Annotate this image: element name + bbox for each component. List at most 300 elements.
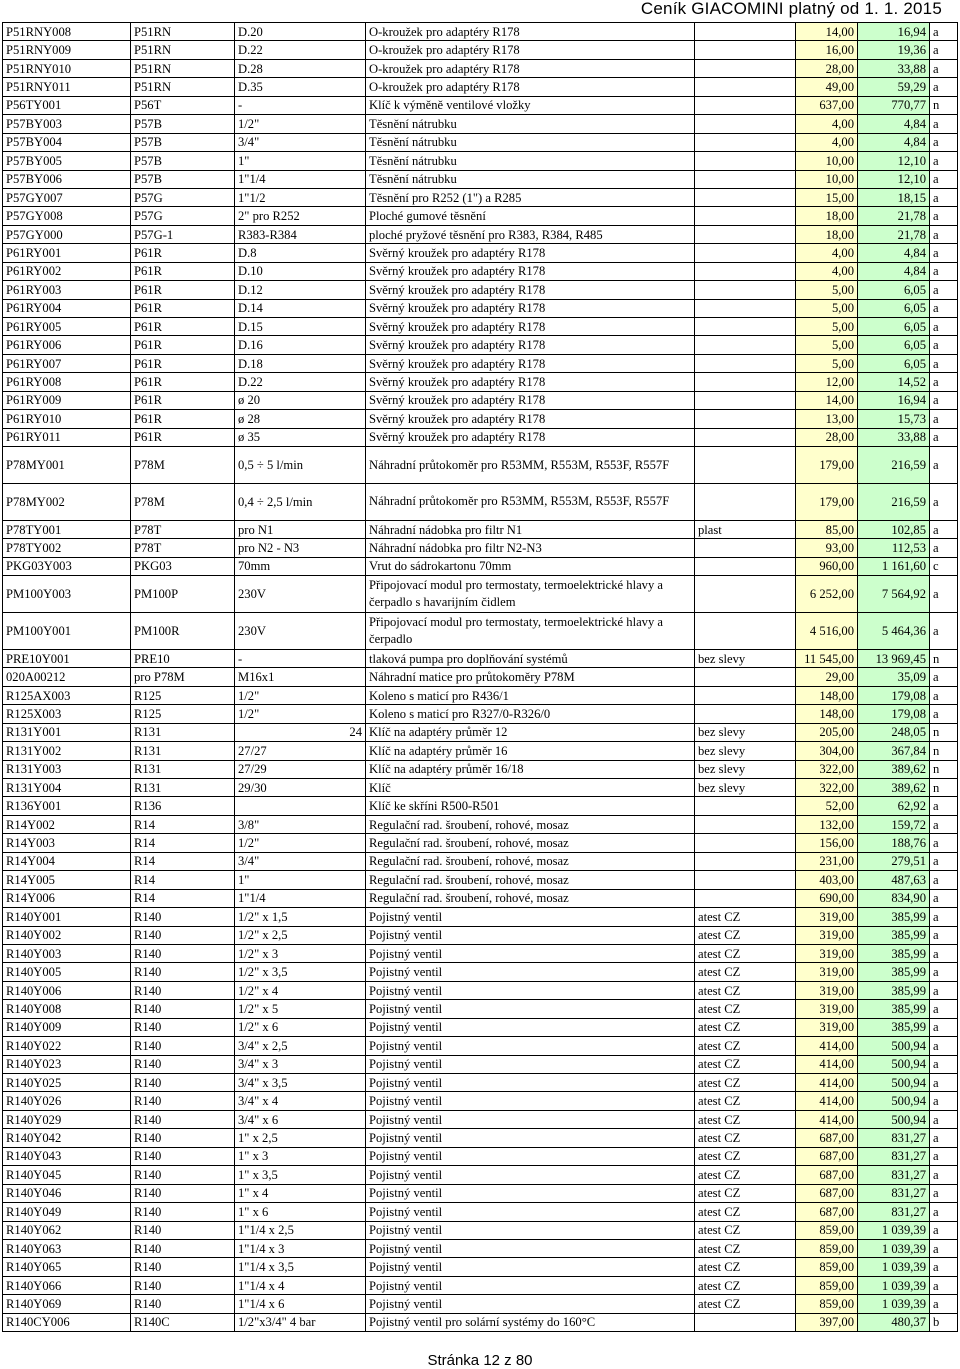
price-without-vat-cell: 859,00 — [796, 1221, 858, 1239]
price-without-vat-cell: 205,00 — [796, 723, 858, 741]
size-cell: D.22 — [235, 41, 366, 59]
table-row — [3, 281, 958, 299]
table-row — [3, 391, 958, 409]
price-with-vat-cell: 33,88 — [858, 59, 930, 77]
price-without-vat-cell: 319,00 — [796, 908, 858, 926]
size-cell: 27/29 — [235, 760, 366, 778]
price-without-vat-cell: 960,00 — [796, 557, 858, 575]
table-row — [3, 705, 958, 723]
note-cell — [695, 354, 796, 372]
series-code-cell: R140 — [131, 1074, 235, 1092]
series-code-cell: R140 — [131, 981, 235, 999]
table-row — [3, 428, 958, 446]
size-cell: 1/2" — [235, 115, 366, 133]
series-code-cell: R140 — [131, 1166, 235, 1184]
price-with-vat-cell: 1 039,39 — [858, 1258, 930, 1276]
price-with-vat-cell: 385,99 — [858, 1018, 930, 1036]
table-row — [3, 1184, 958, 1202]
availability-flag-cell: a — [930, 613, 958, 650]
description-cell: Klíč — [366, 779, 695, 797]
series-code-cell: R140 — [131, 963, 235, 981]
price-with-vat-cell: 279,51 — [858, 852, 930, 870]
price-with-vat-cell: 500,94 — [858, 1037, 930, 1055]
price-with-vat-cell: 389,62 — [858, 779, 930, 797]
table-row — [3, 1055, 958, 1073]
series-code-cell: R140 — [131, 1110, 235, 1128]
availability-flag-cell: a — [930, 1276, 958, 1294]
availability-flag-cell: a — [930, 281, 958, 299]
note-cell — [695, 539, 796, 557]
table-row — [3, 78, 958, 96]
note-cell — [695, 483, 796, 520]
availability-flag-cell: a — [930, 1258, 958, 1276]
availability-flag-cell: a — [930, 483, 958, 520]
note-cell: atest CZ — [695, 981, 796, 999]
price-with-vat-cell: 188,76 — [858, 834, 930, 852]
note-cell — [695, 834, 796, 852]
size-cell: 1"1/4 — [235, 170, 366, 188]
product-code-cell: P61RY003 — [3, 281, 131, 299]
availability-flag-cell: a — [930, 852, 958, 870]
price-without-vat-cell: 414,00 — [796, 1055, 858, 1073]
availability-flag-cell: a — [930, 1000, 958, 1018]
price-without-vat-cell: 6 252,00 — [796, 576, 858, 613]
price-without-vat-cell: 148,00 — [796, 705, 858, 723]
product-code-cell: R140Y065 — [3, 1258, 131, 1276]
size-cell: 1/2" — [235, 834, 366, 852]
price-without-vat-cell: 13,00 — [796, 410, 858, 428]
note-cell: atest CZ — [695, 1221, 796, 1239]
price-with-vat-cell: 385,99 — [858, 1000, 930, 1018]
size-cell: D.35 — [235, 78, 366, 96]
price-without-vat-cell: 5,00 — [796, 318, 858, 336]
size-cell: 1/2" x 5 — [235, 1000, 366, 1018]
description-cell: Pojistný ventil — [366, 1166, 695, 1184]
price-with-vat-cell: 18,15 — [858, 188, 930, 206]
description-cell: Těsnění nátrubku — [366, 115, 695, 133]
size-cell: 3/4" — [235, 133, 366, 151]
price-without-vat-cell: 85,00 — [796, 520, 858, 538]
availability-flag-cell: a — [930, 1295, 958, 1313]
product-code-cell: R140Y045 — [3, 1166, 131, 1184]
price-with-vat-cell: 21,78 — [858, 225, 930, 243]
table-row — [3, 1239, 958, 1257]
size-cell: 230V — [235, 613, 366, 650]
note-cell: atest CZ — [695, 1258, 796, 1276]
note-cell — [695, 797, 796, 815]
product-code-cell: P57GY008 — [3, 207, 131, 225]
note-cell — [695, 96, 796, 114]
availability-flag-cell: a — [930, 1221, 958, 1239]
size-cell: D.15 — [235, 318, 366, 336]
size-cell: 3/4" x 2,5 — [235, 1037, 366, 1055]
price-with-vat-cell: 159,72 — [858, 815, 930, 833]
availability-flag-cell: a — [930, 23, 958, 41]
note-cell — [695, 225, 796, 243]
product-code-cell: P61RY011 — [3, 428, 131, 446]
availability-flag-cell: a — [930, 447, 958, 484]
series-code-cell: R131 — [131, 723, 235, 741]
availability-flag-cell: a — [930, 59, 958, 77]
series-code-cell: R140 — [131, 908, 235, 926]
note-cell: plast — [695, 520, 796, 538]
price-without-vat-cell: 859,00 — [796, 1295, 858, 1313]
price-without-vat-cell: 403,00 — [796, 871, 858, 889]
availability-flag-cell: a — [930, 188, 958, 206]
product-code-cell: P57BY003 — [3, 115, 131, 133]
availability-flag-cell: a — [930, 576, 958, 613]
note-cell: atest CZ — [695, 963, 796, 981]
description-cell: Pojistný ventil — [366, 926, 695, 944]
availability-flag-cell: a — [930, 1239, 958, 1257]
note-cell — [695, 391, 796, 409]
price-without-vat-cell: 322,00 — [796, 760, 858, 778]
product-code-cell: R140Y026 — [3, 1092, 131, 1110]
price-without-vat-cell: 11 545,00 — [796, 649, 858, 667]
price-with-vat-cell: 831,27 — [858, 1184, 930, 1202]
table-row — [3, 1000, 958, 1018]
size-cell: ø 35 — [235, 428, 366, 446]
table-row — [3, 1092, 958, 1110]
description-cell: Těsnění nátrubku — [366, 152, 695, 170]
size-cell — [235, 797, 366, 815]
note-cell: atest CZ — [695, 1147, 796, 1165]
price-with-vat-cell: 1 039,39 — [858, 1295, 930, 1313]
description-cell: Regulační rad. šroubení, rohové, mosaz — [366, 815, 695, 833]
availability-flag-cell: a — [930, 1166, 958, 1184]
price-with-vat-cell: 770,77 — [858, 96, 930, 114]
product-code-cell: R140Y008 — [3, 1000, 131, 1018]
price-with-vat-cell: 16,94 — [858, 23, 930, 41]
note-cell: atest CZ — [695, 1000, 796, 1018]
description-cell: O-kroužek pro adaptéry R178 — [366, 23, 695, 41]
description-cell: Svěrný kroužek pro adaptéry R178 — [366, 336, 695, 354]
note-cell — [695, 207, 796, 225]
series-code-cell: R140C — [131, 1313, 235, 1331]
table-row — [3, 779, 958, 797]
product-code-cell: P51RNY011 — [3, 78, 131, 96]
size-cell: 1/2" x 3 — [235, 944, 366, 962]
price-with-vat-cell: 500,94 — [858, 1092, 930, 1110]
price-without-vat-cell: 10,00 — [796, 152, 858, 170]
size-cell: 1"1/2 — [235, 188, 366, 206]
size-cell: D.8 — [235, 244, 366, 262]
price-with-vat-cell: 385,99 — [858, 926, 930, 944]
price-with-vat-cell: 6,05 — [858, 336, 930, 354]
note-cell: atest CZ — [695, 1203, 796, 1221]
table-row — [3, 963, 958, 981]
description-cell: Pojistný ventil — [366, 1147, 695, 1165]
product-code-cell: P57BY006 — [3, 170, 131, 188]
description-cell: ploché pryžové těsnění pro R383, R384, R485 — [366, 225, 695, 243]
table-row — [3, 115, 958, 133]
price-without-vat-cell: 179,00 — [796, 447, 858, 484]
table-row — [3, 926, 958, 944]
availability-flag-cell: a — [930, 1037, 958, 1055]
description-cell: Koleno s maticí pro R327/0-R326/0 — [366, 705, 695, 723]
price-with-vat-cell: 19,36 — [858, 41, 930, 59]
availability-flag-cell: a — [930, 705, 958, 723]
price-with-vat-cell: 13 969,45 — [858, 649, 930, 667]
series-code-cell: P78M — [131, 447, 235, 484]
availability-flag-cell: a — [930, 963, 958, 981]
availability-flag-cell: a — [930, 1203, 958, 1221]
product-code-cell: R140Y049 — [3, 1203, 131, 1221]
product-code-cell: P57BY004 — [3, 133, 131, 151]
description-cell: Svěrný kroužek pro adaptéry R178 — [366, 391, 695, 409]
size-cell: M16x1 — [235, 668, 366, 686]
note-cell — [695, 318, 796, 336]
product-code-cell: R140Y003 — [3, 944, 131, 962]
table-row — [3, 188, 958, 206]
product-code-cell: R140Y005 — [3, 963, 131, 981]
price-with-vat-cell: 15,73 — [858, 410, 930, 428]
price-with-vat-cell: 62,92 — [858, 797, 930, 815]
note-cell — [695, 373, 796, 391]
description-cell: Náhradní průtokoměr pro R53MM, R553M, R553F, R557F — [366, 447, 695, 484]
note-cell: atest CZ — [695, 1074, 796, 1092]
size-cell: D.10 — [235, 262, 366, 280]
table-row — [3, 742, 958, 760]
product-code-cell: P61RY002 — [3, 262, 131, 280]
description-cell: Pojistný ventil — [366, 1129, 695, 1147]
price-with-vat-cell: 4,84 — [858, 244, 930, 262]
description-cell: Náhradní matice pro průtokoměry P78M — [366, 668, 695, 686]
description-cell: Pojistný ventil — [366, 1110, 695, 1128]
price-without-vat-cell: 4 516,00 — [796, 613, 858, 650]
table-row — [3, 1203, 958, 1221]
table-row — [3, 1258, 958, 1276]
product-code-cell: R125AX003 — [3, 686, 131, 704]
price-with-vat-cell: 831,27 — [858, 1147, 930, 1165]
price-without-vat-cell: 859,00 — [796, 1239, 858, 1257]
table-row — [3, 834, 958, 852]
table-row — [3, 410, 958, 428]
note-cell: atest CZ — [695, 1166, 796, 1184]
price-with-vat-cell: 5 464,36 — [858, 613, 930, 650]
product-code-cell: P78TY002 — [3, 539, 131, 557]
price-without-vat-cell: 319,00 — [796, 963, 858, 981]
description-cell: Připojovací modul pro termostaty, termoelektrické hlavy a čerpadlo s havarijním čidlem — [366, 576, 695, 613]
product-code-cell: R140Y029 — [3, 1110, 131, 1128]
table-row — [3, 815, 958, 833]
product-code-cell: R140Y023 — [3, 1055, 131, 1073]
series-code-cell: PM100P — [131, 576, 235, 613]
product-code-cell: R131Y003 — [3, 760, 131, 778]
price-without-vat-cell: 52,00 — [796, 797, 858, 815]
table-row — [3, 483, 958, 520]
table-row — [3, 318, 958, 336]
product-code-cell: R131Y004 — [3, 779, 131, 797]
availability-flag-cell: a — [930, 41, 958, 59]
price-without-vat-cell: 322,00 — [796, 779, 858, 797]
series-code-cell: R14 — [131, 871, 235, 889]
availability-flag-cell: c — [930, 557, 958, 575]
table-row — [3, 59, 958, 77]
product-code-cell: PM100Y001 — [3, 613, 131, 650]
note-cell — [695, 1313, 796, 1331]
availability-flag-cell: a — [930, 299, 958, 317]
note-cell — [695, 428, 796, 446]
description-cell: Pojistný ventil — [366, 1184, 695, 1202]
description-cell: Svěrný kroužek pro adaptéry R178 — [366, 354, 695, 372]
availability-flag-cell: a — [930, 1092, 958, 1110]
description-cell: Klíč na adaptéry průměr 16 — [366, 742, 695, 760]
table-row — [3, 1295, 958, 1313]
price-list-table — [2, 22, 958, 1332]
series-code-cell: P61R — [131, 318, 235, 336]
availability-flag-cell: a — [930, 225, 958, 243]
price-without-vat-cell: 18,00 — [796, 225, 858, 243]
availability-flag-cell: a — [930, 1129, 958, 1147]
description-cell: Těsnění pro R252 (1") a R285 — [366, 188, 695, 206]
product-code-cell: P61RY001 — [3, 244, 131, 262]
size-cell: 1"1/4 x 3,5 — [235, 1258, 366, 1276]
table-row — [3, 170, 958, 188]
price-with-vat-cell: 367,84 — [858, 742, 930, 760]
availability-flag-cell: a — [930, 262, 958, 280]
price-with-vat-cell: 14,52 — [858, 373, 930, 391]
size-cell: D.28 — [235, 59, 366, 77]
price-without-vat-cell: 179,00 — [796, 483, 858, 520]
price-without-vat-cell: 156,00 — [796, 834, 858, 852]
note-cell — [695, 852, 796, 870]
product-code-cell: R140Y043 — [3, 1147, 131, 1165]
description-cell: Pojistný ventil — [366, 1203, 695, 1221]
table-row — [3, 225, 958, 243]
availability-flag-cell: a — [930, 410, 958, 428]
note-cell — [695, 668, 796, 686]
series-code-cell: P57G — [131, 188, 235, 206]
series-code-cell: P57B — [131, 152, 235, 170]
size-cell: 1"1/4 x 4 — [235, 1276, 366, 1294]
price-with-vat-cell: 487,63 — [858, 871, 930, 889]
size-cell: 29/30 — [235, 779, 366, 797]
note-cell: atest CZ — [695, 944, 796, 962]
price-without-vat-cell: 687,00 — [796, 1184, 858, 1202]
price-with-vat-cell: 35,09 — [858, 668, 930, 686]
availability-flag-cell: a — [930, 1018, 958, 1036]
price-without-vat-cell: 637,00 — [796, 96, 858, 114]
price-with-vat-cell: 59,29 — [858, 78, 930, 96]
price-with-vat-cell: 500,94 — [858, 1055, 930, 1073]
availability-flag-cell: n — [930, 760, 958, 778]
description-cell: Pojistný ventil — [366, 1074, 695, 1092]
note-cell — [695, 115, 796, 133]
series-code-cell: P51RN — [131, 59, 235, 77]
note-cell: atest CZ — [695, 1055, 796, 1073]
table-row — [3, 1313, 958, 1331]
product-code-cell: P57GY000 — [3, 225, 131, 243]
size-cell: 0,5 ÷ 5 l/min — [235, 447, 366, 484]
series-code-cell: P61R — [131, 428, 235, 446]
size-cell: 1"1/4 x 2,5 — [235, 1221, 366, 1239]
table-row — [3, 373, 958, 391]
table-row — [3, 723, 958, 741]
table-row — [3, 797, 958, 815]
note-cell — [695, 281, 796, 299]
price-without-vat-cell: 15,00 — [796, 188, 858, 206]
price-without-vat-cell: 4,00 — [796, 262, 858, 280]
series-code-cell: R140 — [131, 1147, 235, 1165]
page-header — [0, 0, 960, 21]
note-cell — [695, 613, 796, 650]
size-cell: 3/4" x 6 — [235, 1110, 366, 1128]
series-code-cell: P78M — [131, 483, 235, 520]
availability-flag-cell: a — [930, 815, 958, 833]
availability-flag-cell: a — [930, 1147, 958, 1165]
table-row — [3, 299, 958, 317]
series-code-cell: P56T — [131, 96, 235, 114]
table-row — [3, 447, 958, 484]
price-without-vat-cell: 687,00 — [796, 1147, 858, 1165]
note-cell — [695, 686, 796, 704]
price-with-vat-cell: 831,27 — [858, 1129, 930, 1147]
description-cell: Náhradní průtokoměr pro R53MM, R553M, R553F, R557F — [366, 483, 695, 520]
price-without-vat-cell: 28,00 — [796, 59, 858, 77]
availability-flag-cell: a — [930, 318, 958, 336]
availability-flag-cell: a — [930, 133, 958, 151]
series-code-cell: P57G — [131, 207, 235, 225]
description-cell: Ploché gumové těsnění — [366, 207, 695, 225]
price-with-vat-cell: 216,59 — [858, 483, 930, 520]
series-code-cell: R140 — [131, 1221, 235, 1239]
availability-flag-cell: a — [930, 1110, 958, 1128]
description-cell: Pojistný ventil — [366, 1221, 695, 1239]
product-code-cell: R140Y002 — [3, 926, 131, 944]
price-without-vat-cell: 859,00 — [796, 1276, 858, 1294]
availability-flag-cell: a — [930, 115, 958, 133]
series-code-cell: PRE10 — [131, 649, 235, 667]
size-cell: - — [235, 649, 366, 667]
note-cell: atest CZ — [695, 1239, 796, 1257]
table-row — [3, 207, 958, 225]
description-cell: Svěrný kroužek pro adaptéry R178 — [366, 244, 695, 262]
description-cell: Svěrný kroužek pro adaptéry R178 — [366, 262, 695, 280]
product-code-cell: R140Y009 — [3, 1018, 131, 1036]
page-number: Stránka 12 z 80 — [427, 1352, 533, 1369]
size-cell: 1"1/4 x 3 — [235, 1239, 366, 1257]
size-cell: D.20 — [235, 23, 366, 41]
price-with-vat-cell: 385,99 — [858, 944, 930, 962]
series-code-cell: pro P78M — [131, 668, 235, 686]
description-cell: Připojovací modul pro termostaty, termoelektrické hlavy a čerpadlo — [366, 613, 695, 650]
product-code-cell: PRE10Y001 — [3, 649, 131, 667]
size-cell: 1" x 4 — [235, 1184, 366, 1202]
description-cell: O-kroužek pro adaptéry R178 — [366, 41, 695, 59]
note-cell — [695, 244, 796, 262]
price-with-vat-cell: 385,99 — [858, 981, 930, 999]
table-row — [3, 1129, 958, 1147]
price-without-vat-cell: 319,00 — [796, 981, 858, 999]
size-cell: D.14 — [235, 299, 366, 317]
product-code-cell: R140Y022 — [3, 1037, 131, 1055]
series-code-cell: R125 — [131, 705, 235, 723]
price-without-vat-cell: 14,00 — [796, 391, 858, 409]
table-row — [3, 908, 958, 926]
table-row — [3, 944, 958, 962]
availability-flag-cell: a — [930, 336, 958, 354]
series-code-cell: R140 — [131, 944, 235, 962]
price-with-vat-cell: 831,27 — [858, 1203, 930, 1221]
note-cell: atest CZ — [695, 1037, 796, 1055]
description-cell: Pojistný ventil — [366, 1295, 695, 1313]
price-with-vat-cell: 4,84 — [858, 133, 930, 151]
price-without-vat-cell: 29,00 — [796, 668, 858, 686]
price-with-vat-cell: 179,08 — [858, 705, 930, 723]
series-code-cell: PKG03 — [131, 557, 235, 575]
table-row — [3, 1147, 958, 1165]
